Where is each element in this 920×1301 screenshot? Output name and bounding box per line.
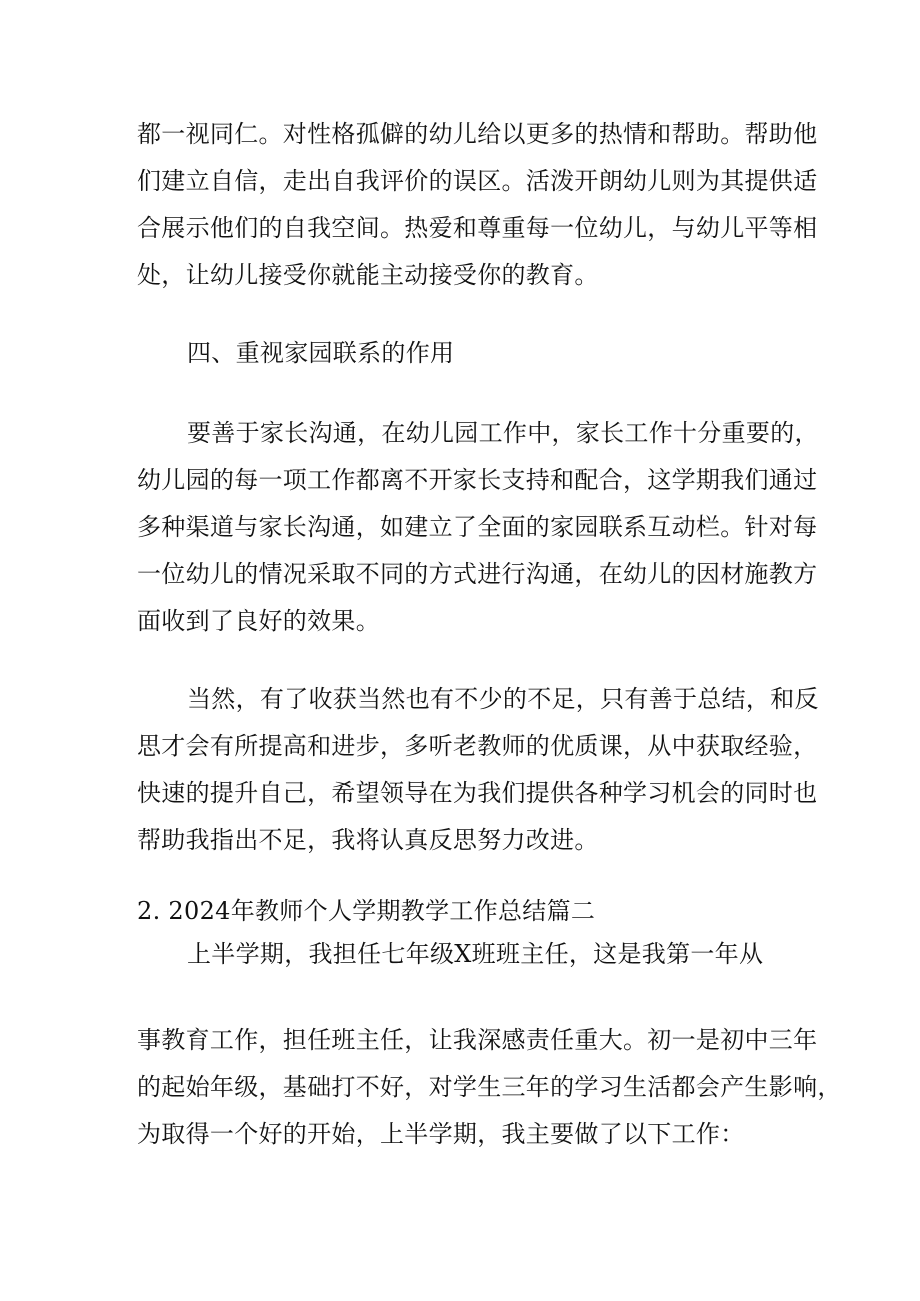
paragraph-line: 思才会有所提高和进步，多听老教师的优质课，从中获取经验， bbox=[137, 732, 818, 760]
paragraph-line: 为取得一个好的开始，上半学期，我主要做了以下工作： bbox=[137, 1120, 745, 1148]
paragraph-line: 多种渠道与家长沟通，如建立了全面的家园联系互动栏。针对每 bbox=[137, 513, 818, 541]
paragraph-line: 事教育工作，担任班主任，让我深感责任重大。初一是初中三年 bbox=[137, 1026, 818, 1054]
paragraph-line: 合展示他们的自我空间。热爱和尊重每一位幼儿，与幼儿平等相 bbox=[137, 214, 818, 242]
paragraph-line: 幼儿园的每一项工作都离不开家长支持和配合，这学期我们通过 bbox=[137, 466, 818, 494]
paragraph-line: 帮助我指出不足，我将认真反思努力改进。 bbox=[137, 826, 599, 854]
paragraph-line: 上半学期，我担任七年级X班班主任，这是我第一年从 bbox=[187, 940, 764, 968]
paragraph-line: 快速的提升自己，希望领导在为我们提供各种学习机会的同时也 bbox=[137, 779, 818, 807]
section-heading: 四、重视家园联系的作用 bbox=[187, 339, 455, 367]
paragraph-line: 面收到了良好的效果。 bbox=[137, 607, 380, 635]
paragraph-line: 处，让幼儿接受你就能主动接受你的教育。 bbox=[137, 261, 599, 289]
paragraph-line: 们建立自信，走出自我评价的误区。活泼开朗幼儿则为其提供适 bbox=[137, 167, 818, 195]
article-title: 2. 2024年教师个人学期教学工作总结篇二 bbox=[137, 897, 596, 925]
paragraph-line: 一位幼儿的情况采取不同的方式进行沟通，在幼儿的因材施教方 bbox=[137, 560, 818, 588]
paragraph-line: 都一视同仁。对性格孤僻的幼儿给以更多的热情和帮助。帮助他 bbox=[137, 120, 818, 148]
paragraph-line: 当然，有了收获当然也有不少的不足，只有善于总结，和反 bbox=[187, 685, 819, 713]
paragraph-line: 的起始年级，基础打不好，对学生三年的学习生活都会产生影响， bbox=[137, 1073, 842, 1101]
paragraph-line: 要善于家长沟通，在幼儿园工作中，家长工作十分重要的， bbox=[187, 419, 819, 447]
